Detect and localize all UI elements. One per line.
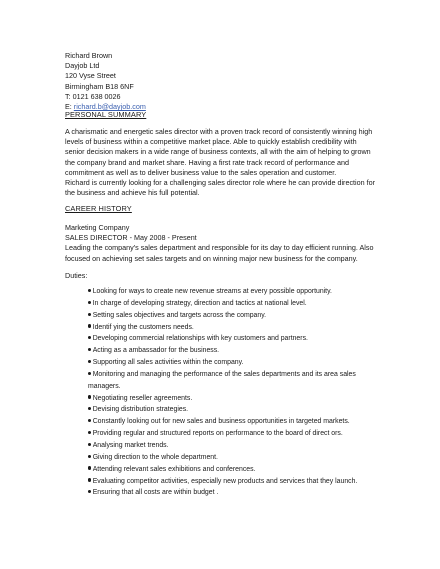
duty-item [88, 286, 357, 298]
duty-item [88, 416, 357, 428]
duty-item [88, 404, 357, 416]
contact-street: 120 Vyse Street [65, 71, 116, 81]
duty-text: Providing regular and structured reports on performance to the board of direct ors. [92, 430, 343, 438]
summary-line: the company brand and market share. Having a first rate track record of performance and [65, 157, 350, 167]
duty-item [88, 476, 357, 488]
summary-line: Richard is currently looking for a challenging sales director role where he can provide direction for [65, 178, 376, 188]
role-line: SALES DIRECTOR - May 2008 - Present [65, 233, 197, 243]
bullet-icon [88, 478, 91, 481]
duty-item [88, 452, 357, 464]
bullet-icon [88, 419, 91, 422]
duty-item [88, 322, 357, 334]
summary-line: senior decision makers in a wide range of business contexts, all with the aim of helping to grown [65, 147, 371, 157]
duty-item [88, 440, 357, 452]
duty-text: Evaluating competitor activities, especially new products and services that they launch. [92, 477, 358, 485]
bullet-icon [88, 372, 91, 375]
summary-line: the business and achieve his full potential. [65, 188, 200, 198]
duty-text: In charge of developing strategy, direction and tactics at national level. [92, 299, 307, 307]
duty-item [88, 487, 357, 499]
bullet-icon [88, 301, 91, 304]
bullet-icon [88, 443, 91, 446]
email-link[interactable]: richard.b@dayjob.com [73, 102, 146, 112]
bullet-icon [88, 431, 91, 434]
duty-text: Negotiating reseller agreements. [92, 394, 193, 402]
duty-item [88, 369, 357, 381]
bullet-icon [88, 360, 91, 363]
bullet-icon [88, 289, 91, 292]
duty-item [88, 428, 357, 440]
bullet-icon [88, 407, 91, 410]
duty-text: Developing commercial relationships with key customers and partners. [92, 335, 308, 343]
contact-phone: T: 0121 638 0026 [65, 91, 121, 101]
duty-text: Monitoring and managing the performance of the sales departments and its area sales [92, 370, 356, 378]
contact-city: Birmingham B18 6NF [65, 81, 134, 91]
bullet-icon [88, 455, 91, 458]
duty-text: Supporting all sales activities within the company. [92, 359, 244, 367]
duty-item [88, 393, 357, 405]
duty-item [88, 333, 357, 345]
bullet-icon [88, 336, 91, 339]
career-entry [65, 223, 385, 264]
duty-text: Constantly looking out for new sales and business opportunities in targeted markets. [92, 418, 350, 426]
duty-item [88, 357, 357, 369]
duty-text: Devising distribution strategies. [92, 406, 189, 414]
duty-item [88, 345, 357, 357]
duties-list [88, 286, 357, 499]
duty-text: Giving direction to the whole department. [92, 453, 218, 461]
duty-text: Attending relevant sales exhibitions and conferences. [92, 465, 256, 473]
role-description-line: focused on achieving set sales targets and on winning major new business for the company. [65, 253, 358, 263]
duty-item [88, 464, 357, 476]
duty-item [88, 310, 357, 322]
summary-line: A charismatic and energetic sales director with a proven track record of consistently winning high [65, 127, 373, 136]
duty-item [88, 381, 357, 393]
bullet-icon [88, 490, 91, 493]
duty-text: managers. [88, 382, 121, 390]
duty-text: Acting as a ambassador for the business. [92, 347, 220, 355]
contact-email-prefix: E: [65, 102, 74, 112]
duty-text: Ensuring that all costs are within budget . [92, 489, 219, 497]
bullet-icon [88, 348, 91, 351]
summary-line: levels of business within a competitive market place. Able to quickly establish credibility with [65, 137, 357, 147]
bullet-icon [88, 466, 91, 469]
bullet-icon [88, 395, 91, 398]
duty-item [88, 298, 357, 310]
career-history-heading: CAREER HISTORY [65, 204, 132, 213]
employer-name: Marketing Company [65, 223, 130, 232]
duty-text: Identif ying the customers needs. [92, 323, 194, 331]
duty-text: Analysing market trends. [92, 441, 169, 449]
role-description-line: Leading the company's sales department and responsible for its day to day efficient running. Also [65, 243, 374, 253]
contact-block [65, 51, 146, 112]
contact-name: Richard Brown [65, 51, 113, 60]
duties-label: Duties: [65, 271, 88, 280]
duty-text: Looking for ways to create new revenue streams at every possible opportunity. [92, 288, 332, 295]
duty-text: Setting sales objectives and targets across the company. [92, 311, 267, 319]
bullet-icon [88, 313, 91, 316]
personal-summary-heading: PERSONAL SUMMARY [65, 110, 147, 119]
bullet-icon [88, 324, 91, 327]
summary-line: commitment as well as to deliver business value to the sales operation and customer. [65, 167, 337, 177]
personal-summary-text [65, 127, 385, 198]
contact-company: Dayjob Ltd [65, 61, 100, 71]
